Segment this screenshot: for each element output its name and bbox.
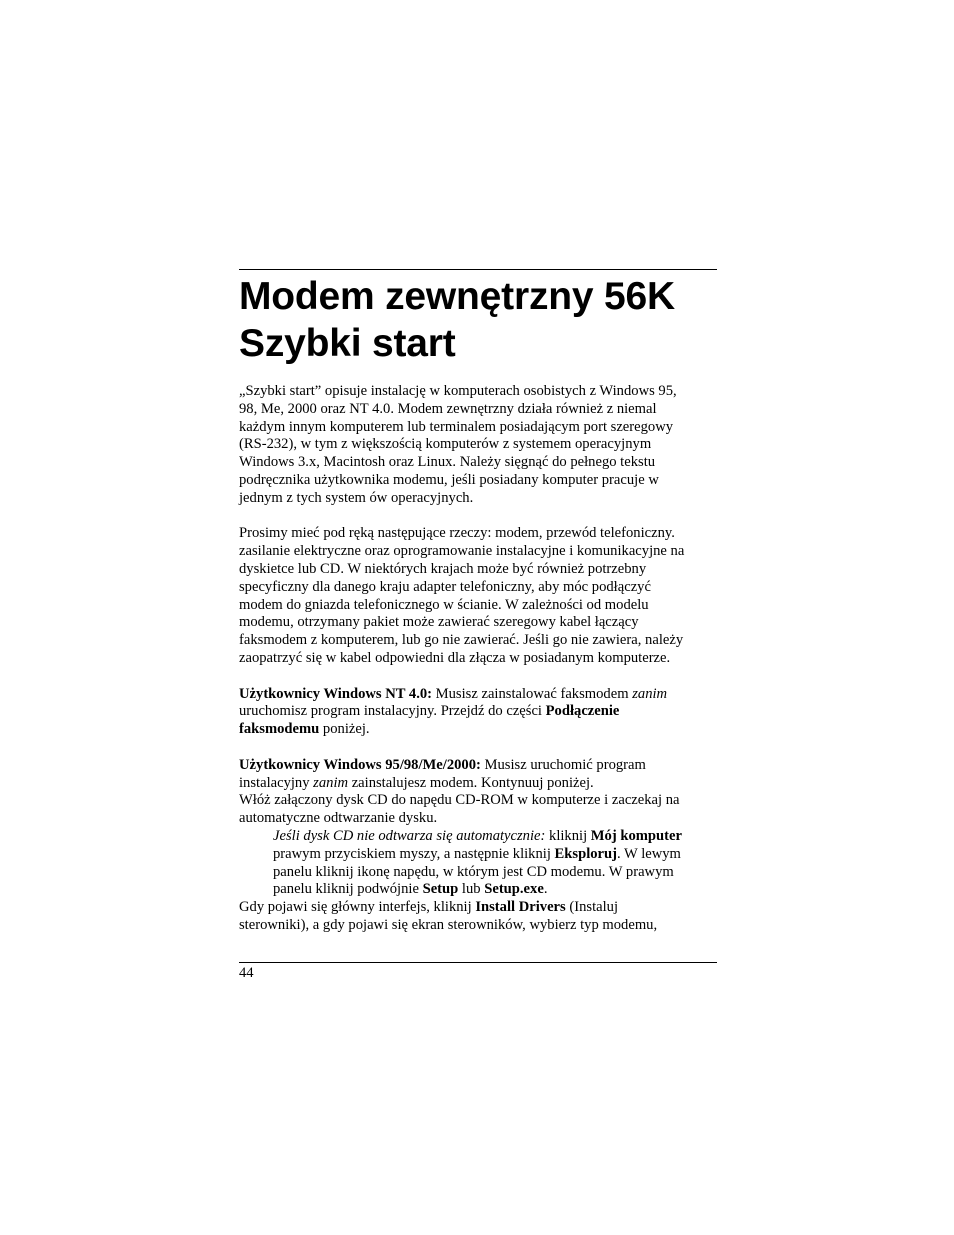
- text-run: uruchomisz program instalacyjny. Przejdź do części: [239, 703, 546, 720]
- text-line: [239, 757, 717, 775]
- text-line: specyficzny dla danego kraju adapter telefoniczny, aby móc podłączyć: [239, 578, 651, 595]
- header-rule: [239, 269, 717, 270]
- text-line: [239, 899, 717, 917]
- text-run: Musisz zainstalować faksmodem: [432, 685, 633, 702]
- ui-term: Install Drivers: [475, 899, 566, 916]
- ui-term: Eksploruj: [554, 845, 617, 862]
- text-line: zasilanie elektryczne oraz oprogramowanie instalacyjne i komunikacyjne na: [239, 543, 685, 560]
- text-run: panelu kliknij podwójnie: [273, 881, 423, 898]
- autoplay-note-line: panelu kliknij ikonę napędu, w którym jest CD modemu. W prawym: [273, 863, 674, 880]
- text-line: [239, 686, 717, 704]
- text-line: zaopatrzyć się w kabel odpowiedni dla złącza w posiadanym komputerze.: [239, 649, 671, 666]
- section-reference: Podłączenie: [545, 703, 620, 720]
- title-line-1: Modem zewnętrzny 56K: [239, 275, 675, 318]
- text-line: faksmodem z komputerem, lub go nie zawierać. Jeśli go nie zawiera, należy: [239, 632, 684, 649]
- text-line: automatyczne odtwarzanie dysku.: [239, 810, 438, 827]
- text-run: (Instaluj: [565, 899, 619, 916]
- text-run: lub: [458, 881, 485, 898]
- ui-term: Mój komputer: [590, 827, 682, 844]
- requirements-paragraph: [239, 525, 717, 667]
- text-run: zainstalujesz modem. Kontynuuj poniżej.: [348, 774, 594, 791]
- win9x-users-paragraph: [239, 757, 717, 935]
- text-line: Włóż załączony dysk CD do napędu CD-ROM w komputerze i zaczekaj na: [239, 792, 680, 809]
- document-page: [239, 0, 717, 1235]
- footer-rule: [239, 962, 717, 963]
- text-line: każdym innym komputerem lub terminalem posiadającym port szeregowy: [239, 418, 674, 435]
- text-run: Musisz uruchomić program: [480, 756, 646, 773]
- page-title: [239, 273, 675, 367]
- text-line: jednym z tych system ów operacyjnych.: [239, 489, 474, 506]
- text-line: „Szybki start” opisuje instalację w komputerach osobistych z Windows 95,: [239, 383, 677, 399]
- intro-paragraph: [239, 383, 717, 508]
- text-line: modemu, otrzymany pakiet może zawierać szeregowy kabel łączący: [239, 614, 639, 631]
- text-line: modem do gniazda telefonicznego w ścianie. W zależności od modelu: [239, 596, 649, 613]
- emphasis-text: zanim: [313, 774, 349, 791]
- text-line: 98, Me, 2000 oraz NT 4.0. Modem zewnętrzny działa również z niemal: [239, 400, 657, 417]
- ui-term: Setup: [422, 881, 459, 898]
- ui-term: Setup.exe: [484, 881, 544, 898]
- text-line: dyskietce lub CD. W niektórych krajach może być również potrzebny: [239, 560, 647, 577]
- text-line: Prosimy mieć pod ręką następujące rzeczy: modem, przewód telefoniczny.: [239, 525, 675, 542]
- text-line: (RS-232), w tym z większością komputerów z systemem operacyjnym: [239, 436, 652, 453]
- section-reference: faksmodemu: [239, 721, 320, 738]
- emphasis-text: Jeśli dysk CD nie odtwarza się automatycznie:: [273, 827, 546, 844]
- win9x-users-label: Użytkownicy Windows 95/98/Me/2000:: [239, 756, 481, 773]
- autoplay-note-line: [239, 846, 717, 864]
- text-line: [239, 721, 717, 739]
- text-run: prawym przyciskiem myszy, a następnie kliknij: [273, 845, 555, 862]
- emphasis-text: zanim: [632, 685, 668, 702]
- text-run: poniżej.: [319, 721, 370, 738]
- title-line-2: Szybki start: [239, 322, 456, 365]
- text-run: . W lewym: [617, 845, 681, 862]
- body-text: [239, 383, 717, 935]
- text-line: [239, 775, 717, 793]
- text-line: Windows 3.x, Macintosh oraz Linux. Należy sięgnąć do pełnego tekstu: [239, 454, 656, 471]
- text-line: sterowniki), a gdy pojawi się ekran sterowników, wybierz typ modemu,: [239, 916, 658, 933]
- page-number: 44: [239, 965, 254, 981]
- autoplay-note-line: [239, 828, 717, 846]
- text-run: Gdy pojawi się główny interfejs, kliknij: [239, 899, 476, 916]
- nt-users-paragraph: [239, 686, 717, 739]
- text-run: .: [543, 881, 548, 898]
- nt-users-label: Użytkownicy Windows NT 4.0:: [239, 685, 432, 702]
- autoplay-note-line: [239, 881, 717, 899]
- text-line: [239, 703, 717, 721]
- text-line: podręcznika użytkownika modemu, jeśli posiadany komputer pracuje w: [239, 471, 659, 488]
- text-run: instalacyjny: [239, 774, 314, 791]
- text-run: kliknij: [545, 827, 591, 844]
